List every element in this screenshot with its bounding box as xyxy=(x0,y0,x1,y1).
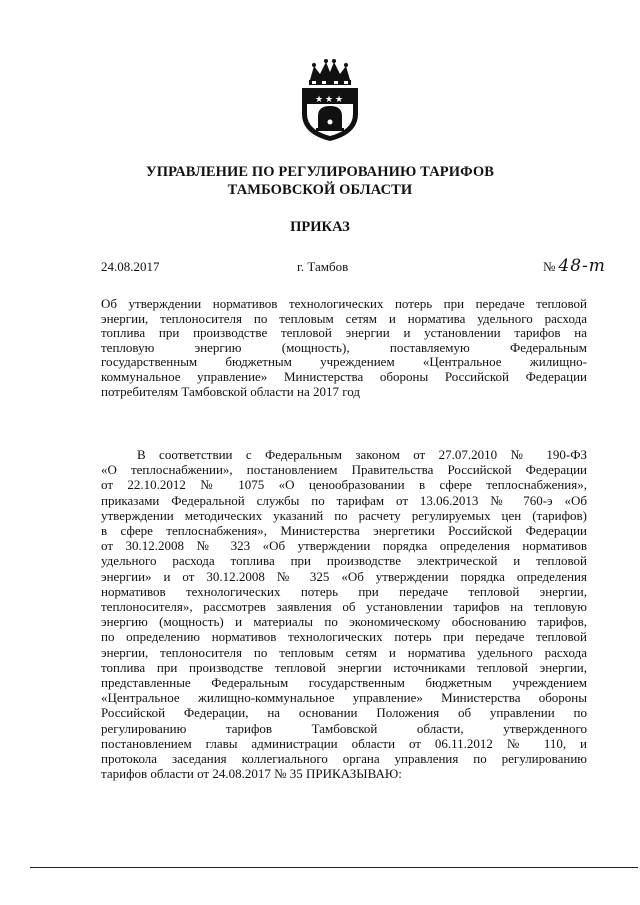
body-line: «О теплоснабжении», постановлением Правительства Российской Федерации xyxy=(101,462,587,478)
body-line: по определению нормативов технологических потерь при передаче тепловой xyxy=(101,629,587,645)
order-city: г. Тамбов xyxy=(297,259,349,274)
page-bottom-rule xyxy=(30,867,638,868)
body-line: представленные Федеральным государственным бюджетным учреждением xyxy=(101,675,587,691)
subject-line: коммунальное управление» Министерства обороны Российской Федерации xyxy=(101,368,587,384)
order-subject xyxy=(101,297,587,399)
order-number-prefix: № xyxy=(543,259,556,274)
body-line: топлива при производстве тепловой энергии источниками тепловой энергии, xyxy=(101,659,587,675)
body-line: регулированию тарифов Тамбовской области, утвержденного xyxy=(101,720,587,736)
svg-text:★: ★ xyxy=(335,95,344,105)
order-preamble xyxy=(101,447,587,781)
subject-line: Об утверждении нормативов технологических потерь при передаче тепловой xyxy=(101,296,587,311)
body-line: нормативов технологических потерь при передаче тепловой энергии, xyxy=(101,583,587,599)
body-line: удельного расхода топлива при производстве электрической и тепловой xyxy=(101,553,587,569)
body-line: Российской Федерации, на основании Положения об управлении по xyxy=(101,705,587,721)
body-line: «Центральное жилищно-коммунальное управление» Министерства обороны xyxy=(101,690,587,706)
order-number-handwritten: 48-т xyxy=(558,256,606,276)
coat-of-arms-emblem xyxy=(296,58,364,142)
body-line: утверждении методических указаний по расчету регулируемых цен (тарифов) xyxy=(101,507,587,523)
body-line: энергии» и от 30.12.2008 № 325 «Об утверждении порядка определения xyxy=(101,568,587,584)
body-line: от 30.12.2008 № 323 «Об утверждении порядка определения нормативов xyxy=(101,538,587,554)
order-number xyxy=(543,256,606,276)
subject-line: тепловую энергию (мощность), поставляемую Федеральным xyxy=(101,339,587,355)
subject-line: энергии, теплоносителя по тепловым сетям и норматива удельного расхода xyxy=(101,310,587,326)
body-line: теплоносителя», рассмотрев заявления об установлении тарифов на тепловую xyxy=(101,599,587,615)
body-line: в сфере теплоснабжения», Министерства энергетики Российской Федерации xyxy=(101,523,587,539)
body-line: тарифов области от 24.08.2017 № 35 ПРИКАЗЫВАЮ: xyxy=(101,766,402,782)
organization-name-line1: УПРАВЛЕНИЕ ПО РЕГУЛИРОВАНИЮ ТАРИФОВ xyxy=(145,164,495,180)
document-type-title: ПРИКАЗ xyxy=(290,219,350,235)
subject-line: государственным бюджетным учреждением «Центральное жилищно- xyxy=(101,354,587,370)
body-line: протокола заседания коллегиального органа управления по регулированию xyxy=(101,751,587,767)
body-line: В соответствии с Федеральным законом от 27.07.2010 № 190-ФЗ xyxy=(137,447,587,462)
body-line: энергию (мощность) и материалы по экономическому обоснованию тарифов, xyxy=(101,614,587,630)
organization-name-line2: ТАМБОВСКОЙ ОБЛАСТИ xyxy=(227,182,413,198)
svg-text:★: ★ xyxy=(325,95,334,105)
order-date: 24.08.2017 xyxy=(101,259,160,274)
body-line: энергии, теплоносителя по тепловым сетям и норматива удельного расхода xyxy=(101,644,587,660)
subject-line: топлива при производстве тепловой энергии и установлении тарифов на xyxy=(101,325,587,341)
body-line: от 22.10.2012 № 1075 «О ценообразовании в сфере теплоснабжения», xyxy=(101,477,587,493)
svg-text:★: ★ xyxy=(315,95,324,105)
subject-line: потребителям Тамбовской области на 2017 год xyxy=(101,383,360,399)
body-line: приказами Федеральной службы по тарифам от 13.06.2013 № 760-э «Об xyxy=(101,492,587,508)
body-line: постановлением главы администрации области от 06.11.2012 № 110, и xyxy=(101,735,587,751)
